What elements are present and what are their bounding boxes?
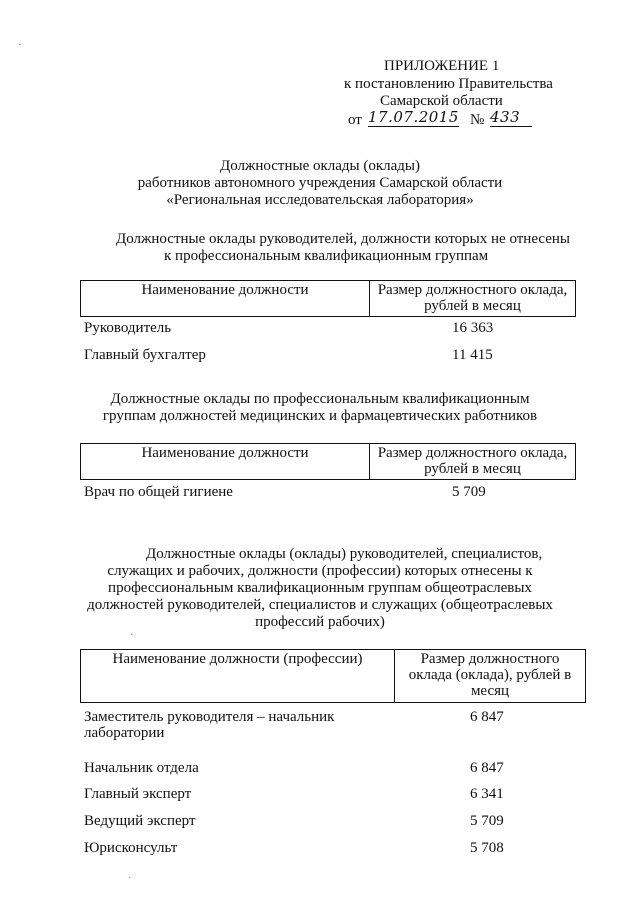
decree-date: 17.07.2015 xyxy=(368,108,459,126)
section3-heading-line1: Должностные оклады (оклады) руководителей, специалистов, xyxy=(146,546,543,562)
section2-heading-line1: Должностные оклады по профессиональным квалификационным xyxy=(110,391,530,407)
table-row-name: Главный эксперт xyxy=(84,786,192,802)
table-row-salary: 5 708 xyxy=(470,840,504,856)
table-row-name: Ведущий эксперт xyxy=(84,813,196,829)
main-title-line3: «Региональная исследовательская лаборатория» xyxy=(166,192,474,208)
section2-heading-line2: группам должностей медицинских и фармацевтических работников xyxy=(102,408,538,424)
section3-heading-line2: служащих и рабочих, должности (профессии) которых отнесены к xyxy=(107,563,533,579)
table-row-salary: 6 341 xyxy=(470,786,504,802)
col-header-salary-line3: месяц xyxy=(470,683,510,699)
table-row-name: Главный бухгалтер xyxy=(84,347,206,363)
main-title-line2: работников автономного учреждения Самарской области xyxy=(137,175,503,191)
section1-heading-line1: Должностные оклады руководителей, должности которых не отнесены xyxy=(116,231,570,247)
appendix-line2: Самарской области xyxy=(380,93,503,109)
col-header-position: Наименование должности xyxy=(81,281,370,317)
col-header-salary-line1: Размер должностного оклада, xyxy=(377,282,568,298)
section1-table-header xyxy=(80,280,576,317)
table-row-name: Юрисконсульт xyxy=(84,840,178,856)
table-row-name-cont: лаборатории xyxy=(84,725,165,741)
col-header-salary-line2: рублей в месяц xyxy=(424,298,521,314)
main-title-line1: Должностные оклады (оклады) xyxy=(219,158,421,174)
col-header-salary xyxy=(370,444,576,480)
section3-heading-line3: профессиональным квалификационным группам общеотраслевых xyxy=(108,580,532,596)
section3-heading-line4: должностей руководителей, специалистов и служащих (общеотраслевых xyxy=(87,597,553,613)
decree-number: 433 xyxy=(490,109,532,127)
section3-table-header xyxy=(80,649,586,703)
section2-table-header xyxy=(80,443,576,480)
table-row-salary: 6 847 xyxy=(470,709,504,725)
table-row-name: Начальник отдела xyxy=(84,760,199,776)
appendix-title: ПРИЛОЖЕНИЕ 1 xyxy=(384,58,500,74)
table-row-salary: 6 847 xyxy=(470,760,504,776)
table-row-salary: 5 709 xyxy=(470,813,504,829)
col-header-salary xyxy=(370,281,576,317)
table-row-salary: 16 363 xyxy=(452,320,494,336)
col-header-salary-line1: Размер должностного оклада, xyxy=(377,445,568,461)
appendix-line1: к постановлению Правительства xyxy=(344,76,553,92)
scan-mark: · xyxy=(130,630,134,641)
table-row-name: Заместитель руководителя – начальник xyxy=(84,709,335,725)
col-header-salary-line1: Размер должностного xyxy=(420,651,560,667)
col-header-position: Наименование должности (профессии) xyxy=(81,650,395,703)
section1-heading-line2: к профессиональным квалификационным группам xyxy=(164,248,489,264)
table-row-salary: 5 709 xyxy=(452,484,486,500)
table-row-name: Руководитель xyxy=(84,320,172,336)
number-sign: № xyxy=(470,112,485,128)
scan-mark: · xyxy=(18,40,22,51)
scan-mark: · xyxy=(128,873,132,884)
col-header-position: Наименование должности xyxy=(81,444,370,480)
col-header-salary-line2: рублей в месяц xyxy=(424,461,521,477)
col-header-salary-line2: оклада (оклада), рублей в xyxy=(408,667,572,683)
appendix-from: от xyxy=(348,112,362,128)
table-row-name: Врач по общей гигиене xyxy=(84,484,233,500)
col-header-salary xyxy=(395,650,586,703)
section3-heading-line5: профессий рабочих) xyxy=(255,614,385,630)
table-row-salary: 11 415 xyxy=(452,347,493,363)
